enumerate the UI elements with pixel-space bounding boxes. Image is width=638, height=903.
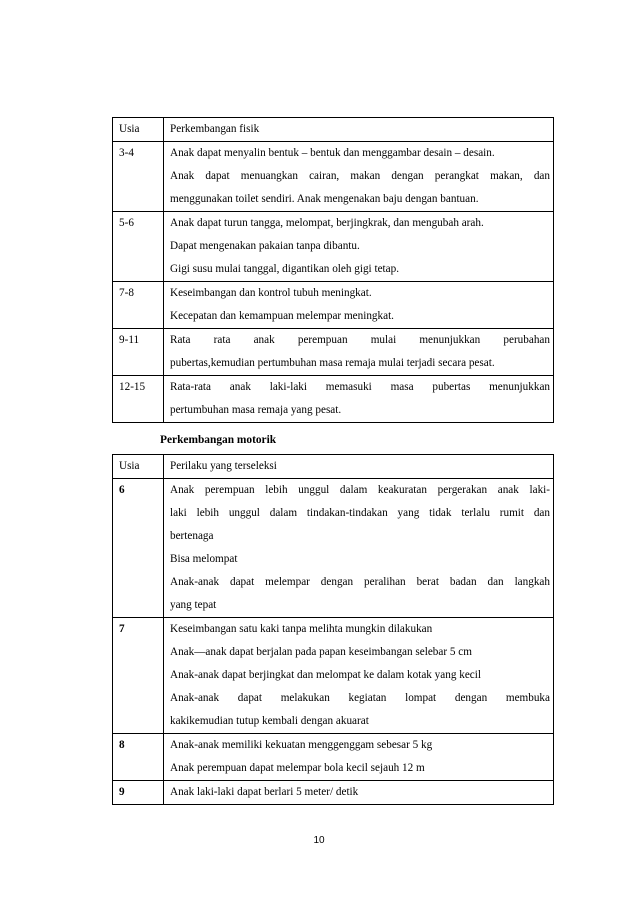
row-line: Anak-anak dapat melakukan kegiatan lompat dengan membuka [170, 692, 550, 704]
row-line: Keseimbangan dan kontrol tubuh meningkat. [170, 287, 372, 299]
table-header-row [113, 455, 554, 479]
table-row [113, 282, 554, 329]
row-age: 6 [119, 484, 125, 496]
section-heading-motor: Perkembangan motorik [160, 434, 277, 446]
row-line: Anak dapat menyalin bentuk – bentuk dan menggambar desain – desain. [170, 147, 495, 159]
row-line: Anak-anak memiliki kekuatan menggenggam sebesar 5 kg [170, 739, 433, 751]
table-header-row [113, 118, 554, 142]
table-row [113, 618, 554, 734]
row-line: Bisa melompat [170, 553, 238, 565]
header-age: Usia [119, 123, 140, 135]
row-line: Anak-anak dapat berjingkat dan melompat ke dalam kotak yang kecil [170, 669, 481, 681]
row-line: Kecepatan dan kemampuan melempar meningkat. [170, 310, 394, 322]
row-line: Anak dapat turun tangga, melompat, berjingkrak, dan mengubah arah. [170, 217, 484, 229]
table-row [113, 329, 554, 376]
row-line: pertumbuhan masa remaja yang pesat. [170, 404, 342, 416]
row-line: yang tepat [170, 599, 217, 611]
row-age: 7 [119, 623, 125, 635]
row-line: Dapat mengenakan pakaian tanpa dibantu. [170, 240, 360, 252]
row-age: 12-15 [119, 381, 146, 393]
row-age: 3-4 [119, 147, 134, 159]
row-age: 7-8 [119, 287, 134, 299]
table-row [113, 781, 554, 805]
row-line: Anak dapat menuangkan cairan, makan dengan perangkat makan, dan [170, 170, 550, 182]
row-line: Keseimbangan satu kaki tanpa melihta mungkin dilakukan [170, 623, 433, 635]
row-line: laki lebih unggul dalam tindakan-tindakan yang tidak terlalu rumit dan [170, 507, 550, 519]
table-row [113, 376, 554, 423]
table-row [113, 734, 554, 781]
row-age: 5-6 [119, 217, 134, 229]
header-desc: Perkembangan fisik [170, 123, 260, 135]
page-number: 10 [313, 835, 325, 846]
motor-development-table [112, 454, 554, 805]
row-line: Gigi susu mulai tanggal, digantikan oleh gigi tetap. [170, 263, 399, 275]
row-line: Anak perempuan dapat melempar bola kecil sejauh 12 m [170, 762, 425, 774]
row-age: 8 [119, 739, 125, 751]
row-line: Rata rata anak perempuan mulai menunjukkan perubahan [170, 334, 550, 346]
row-line: Anak perempuan lebih unggul dalam keakuratan pergerakan anak laki- [170, 484, 550, 496]
header-desc: Perilaku yang terseleksi [170, 460, 277, 472]
table-row [113, 212, 554, 282]
row-line: menggunakan toilet sendiri. Anak mengenakan baju dengan bantuan. [170, 193, 479, 205]
row-line: pubertas,kemudian pertumbuhan masa remaja mulai terjadi secara pesat. [170, 357, 495, 369]
row-line: bertenaga [170, 530, 214, 542]
physical-development-table [112, 117, 554, 423]
header-age: Usia [119, 460, 140, 472]
row-line: Anak laki-laki dapat berlari 5 meter/ detik [170, 786, 359, 798]
row-line: Anak-anak dapat melempar dengan peralihan berat badan dan langkah [170, 576, 550, 588]
row-line: Anak—anak dapat berjalan pada papan keseimbangan selebar 5 cm [170, 646, 472, 658]
row-age: 9 [119, 786, 125, 798]
row-line: Rata-rata anak laki-laki memasuki masa pubertas menunjukkan [170, 381, 550, 393]
row-age: 9-11 [119, 334, 140, 346]
table-row [113, 142, 554, 212]
table-row [113, 479, 554, 618]
row-line: kakikemudian tutup kembali dengan akuarat [170, 715, 369, 727]
